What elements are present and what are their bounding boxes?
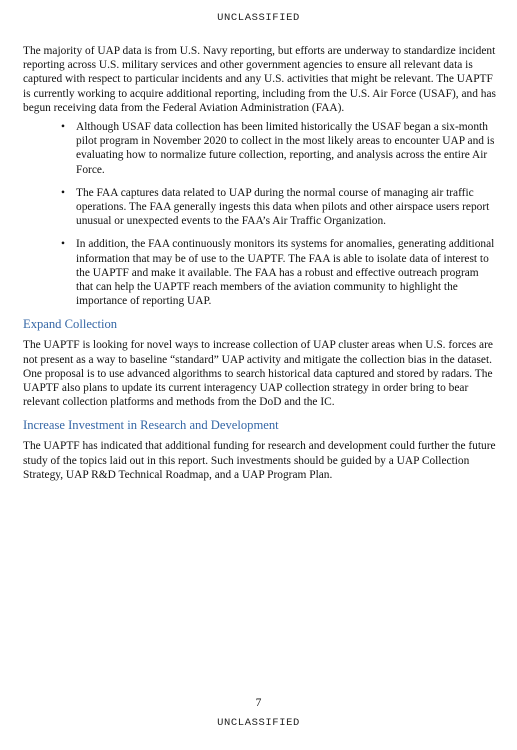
classification-marking-top: UNCLASSIFIED bbox=[217, 12, 300, 24]
bullet-item-faa-captures: • The FAA captures data related to UAP during the normal course of managing air traffic operations. The FAA generally ingests this data when pilots and other airspace users report unusual or unexpected events to the FAA’s Air Traffic Organization. bbox=[76, 186, 497, 229]
bullet-item-faa-monitors: • In addition, the FAA continuously monitors its systems for anomalies, generating additional information that may be of use to the UAPTF. The FAA is able to isolate data of interest to the UAPTF and make it available. The FAA has a robust and effective outreach program that can help the UAPTF reach members of the aviation community to highlight the importance of reporting UAP. bbox=[76, 237, 497, 308]
section-heading-expand-collection: Expand Collection bbox=[23, 317, 118, 332]
classification-marking-bottom: UNCLASSIFIED bbox=[217, 717, 300, 729]
section-heading-research-development: Increase Investment in Research and Development bbox=[23, 418, 279, 433]
page-number: 7 bbox=[255, 697, 262, 709]
intro-paragraph: The majority of UAP data is from U.S. Navy reporting, but efforts are underway to standardize incident reporting across U.S. military services and other government agencies to ensure all relevant data is captured with respect to particular incidents and any U.S. activities that might be relevant. The UAPTF is currently working to acquire additional reporting, including from the U.S. Air Force (USAF), and has begun receiving data from the Federal Aviation Administration (FAA). bbox=[23, 45, 496, 114]
section-body-research-development: The UAPTF has indicated that additional funding for research and development could further the future study of the topics laid out in this report. Such investments should be guided by a UAP Collection Strategy, UAP R&D Technical Roadmap, and a UAP Program Plan. bbox=[23, 440, 496, 481]
section-body-expand-collection: The UAPTF is looking for novel ways to increase collection of UAP cluster areas when U.S. forces are not present as a way to baseline “standard” UAP activity and mitigate the collection bias in the dataset. One proposal is to use advanced algorithms to search historical data captured and stored by radars. The UAPTF also plans to update its current interagency UAP collection strategy in order bring to bear relevant collection platforms and methods from the DoD and the IC. bbox=[23, 339, 493, 409]
bullet-item-usaf: • Although USAF data collection has been limited historically the USAF began a six-month pilot program in November 2020 to collect in the most likely areas to encounter UAP and is evaluating how to normalize future collection, reporting, and analysis across the entire Air Force. bbox=[76, 120, 497, 177]
document-body bbox=[23, 44, 497, 482]
bullet-list bbox=[23, 120, 497, 308]
